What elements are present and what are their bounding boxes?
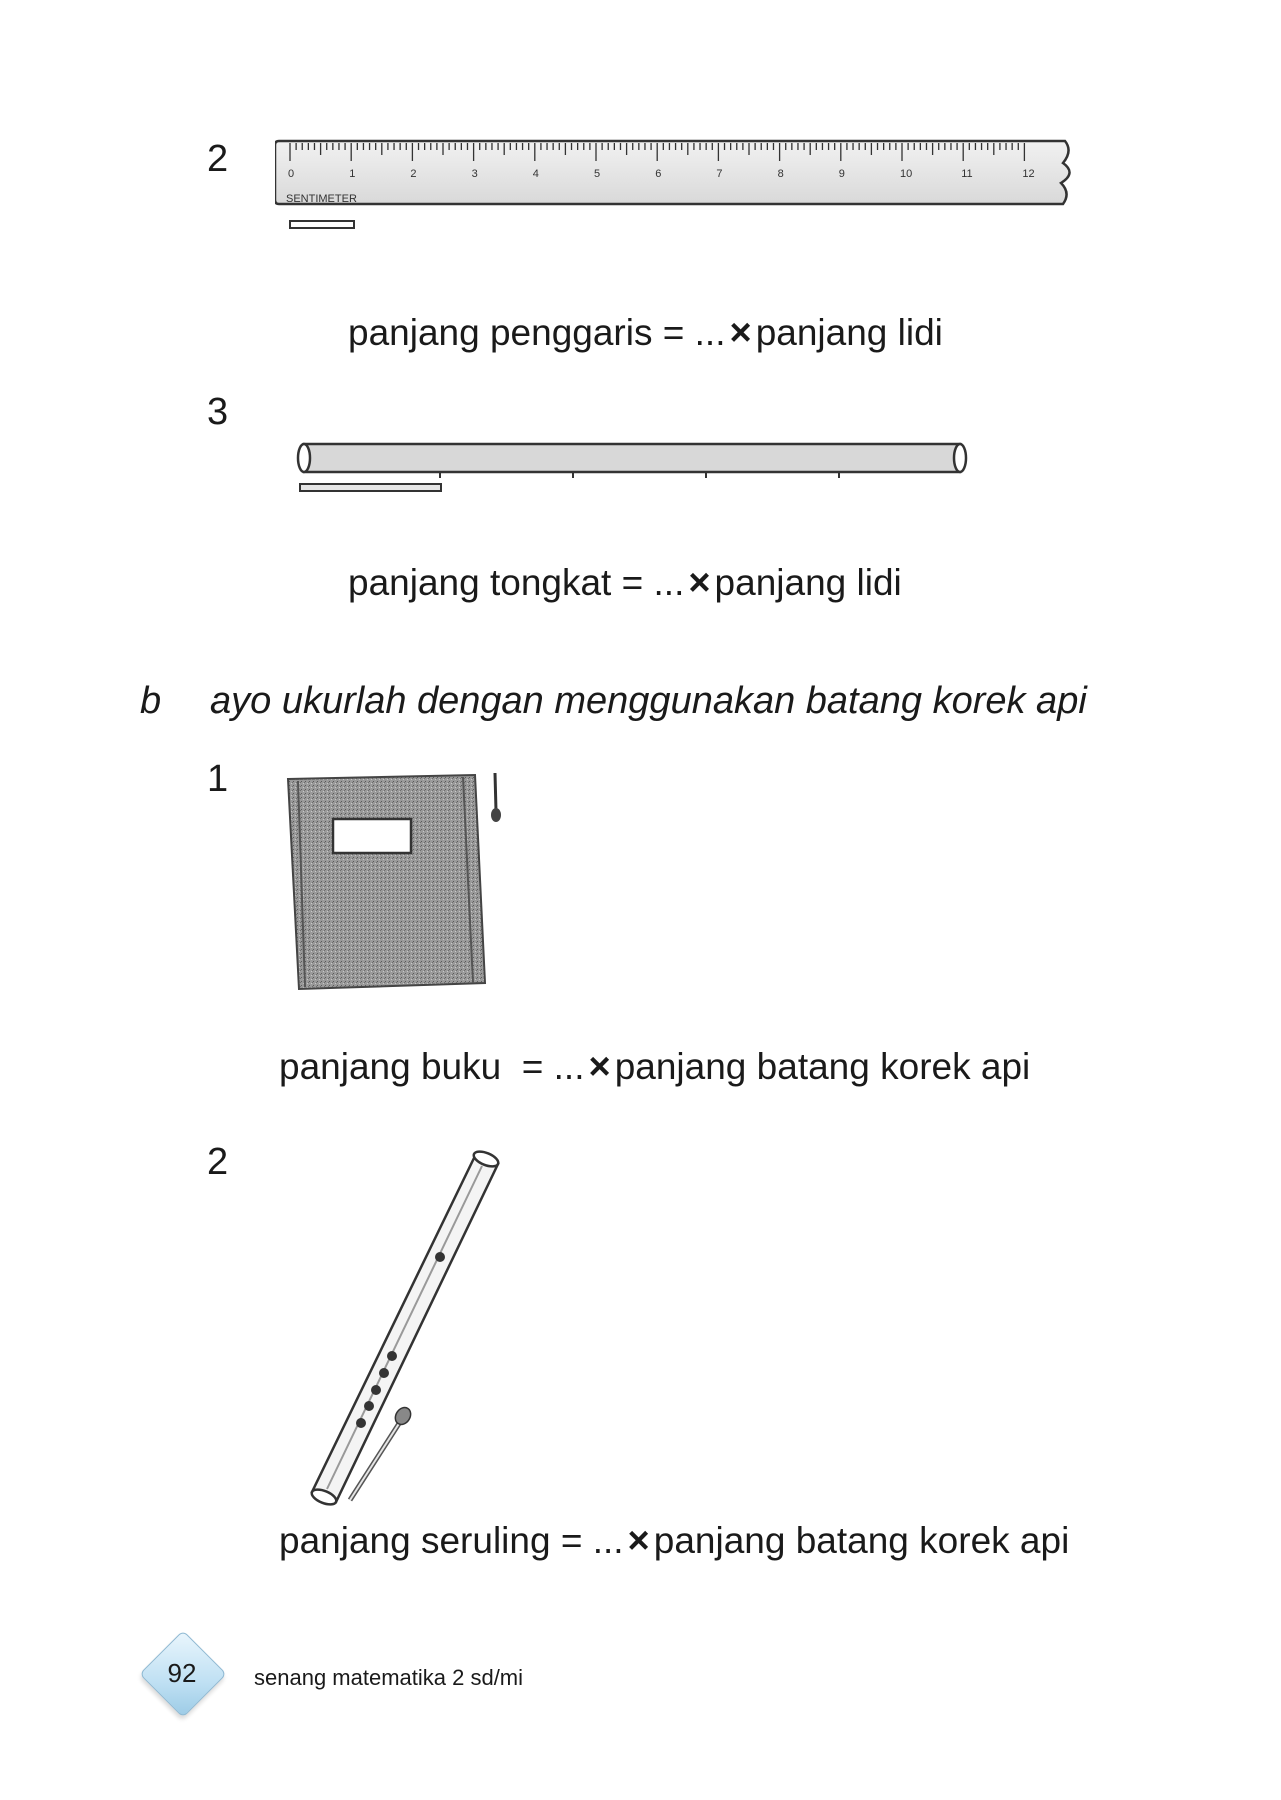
- times-sign: ×: [688, 562, 711, 604]
- ruler-tick-label: 7: [716, 168, 723, 180]
- matchstick-head: [491, 808, 501, 822]
- equation-lhs: panjang seruling = ...: [279, 1520, 624, 1561]
- ruler-tick-label: 0: [288, 168, 295, 180]
- lidi-stick: [290, 221, 354, 228]
- ruler-tick-label: 12: [1022, 168, 1035, 180]
- item-number: 1: [207, 758, 229, 800]
- ruler-tick-label: 6: [655, 168, 662, 180]
- equation-rhs: panjang lidi: [714, 562, 902, 603]
- stick-illustration: [290, 434, 990, 500]
- equation-ruler: [348, 314, 943, 352]
- ruler-unit-label: SENTIMETER: [286, 193, 357, 205]
- ruler-tick-label: 8: [777, 168, 784, 180]
- matchstick-head: [392, 1405, 414, 1428]
- ruler-tick-label: 3: [471, 168, 478, 180]
- ruler-tick-label: 4: [532, 168, 539, 180]
- book-illustration: [285, 765, 515, 995]
- book-title: senang matematika 2 sd/mi: [254, 1665, 524, 1690]
- ruler-tick-label: 9: [838, 168, 845, 180]
- times-sign: ×: [729, 312, 752, 354]
- equation-lhs: panjang tongkat = ...: [348, 562, 685, 603]
- lidi-stick: [300, 484, 441, 491]
- times-sign: ×: [588, 1046, 611, 1088]
- equation-rhs: panjang lidi: [755, 312, 943, 353]
- ruler-tick-label: 1: [349, 168, 356, 180]
- equation-book: [279, 1048, 1030, 1086]
- matchstick: [495, 773, 496, 811]
- equation-lhs: panjang penggaris = ...: [348, 312, 726, 353]
- equation-lhs: panjang buku = ...: [279, 1046, 585, 1087]
- ruler-tick-label: 10: [900, 168, 913, 180]
- flute-illustration: [300, 1140, 520, 1520]
- item-number: 3: [207, 391, 229, 433]
- equation-stick: [348, 564, 902, 602]
- section-letter: b: [140, 680, 162, 722]
- ruler-illustration: [275, 133, 1090, 233]
- equation-flute: [279, 1522, 1069, 1560]
- ruler-tick-label: 5: [594, 168, 601, 180]
- ruler-tick-label: 2: [410, 168, 417, 180]
- section-instruction: ayo ukurlah dengan menggunakan batang korek api: [210, 680, 1087, 722]
- equation-rhs: panjang batang korek api: [614, 1046, 1031, 1087]
- item-number: 2: [207, 1141, 229, 1183]
- ruler-tick-label: 11: [961, 168, 973, 180]
- equation-rhs: panjang batang korek api: [653, 1520, 1070, 1561]
- item-number: 2: [207, 138, 229, 180]
- page-number: 92: [167, 1658, 197, 1688]
- times-sign: ×: [627, 1520, 650, 1562]
